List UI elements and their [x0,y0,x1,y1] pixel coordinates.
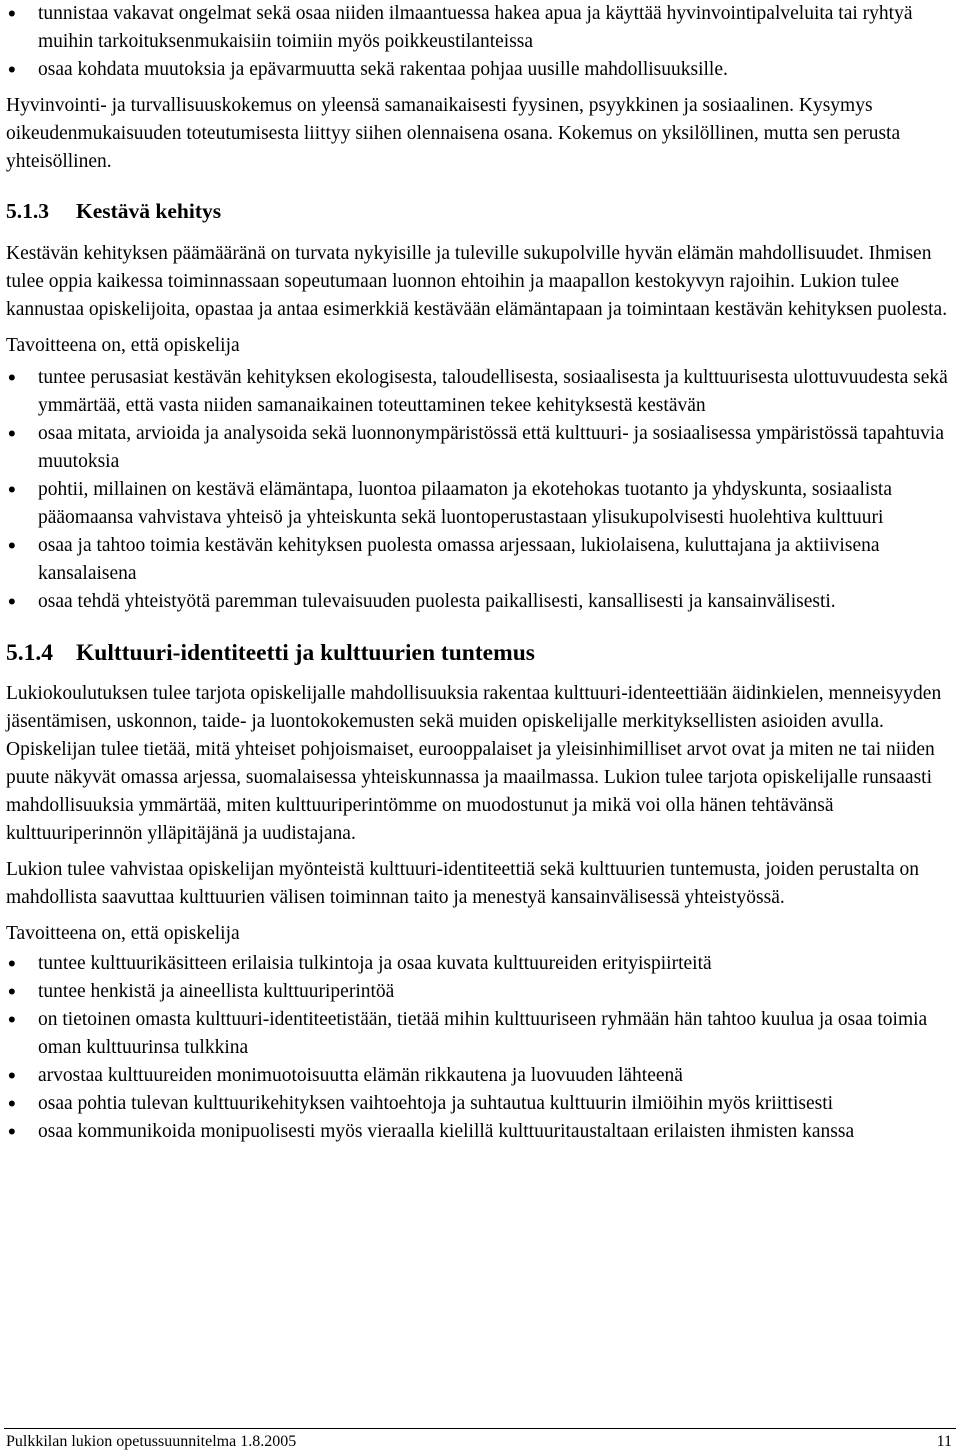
footer-divider [4,1428,956,1429]
list-item: • pohtii, millainen on kestävä elämäntapa, luontoa pilaamaton ja ekotehokas tuotanto ja yhdyskunta, sosiaalista pääomaansa vahvistava yhteisö ja yhteiskunta sekä luontoperustastaan ylisukupolvisesti huolehtiva kulttuuri [6,476,956,532]
sustainability-paragraph: Kestävän kehityksen päämääränä on turvata nykyisille ja tuleville sukupolville hyvän elämän mahdollisuudet. Ihmisen tulee oppia kaikessa toiminnassaan sopeutumaan luonnon ehtoihin ja maapallon kestokyvyn rajoihin. Lukion tulee kannustaa opiskelijoita, opastaa ja antaa esimerkkiä kestävään elämäntapaan ja toimintaan kestävän kehityksen puolesta. [6,243,948,320]
list-item: • osaa tehdä yhteistyötä paremman tulevaisuuden puolesta paikallisesti, kansallisesti ja kansainvälisesti. [6,588,956,616]
culture-paragraph-1: Lukiokoulutuksen tulee tarjota opiskelijalle mahdollisuuksia rakentaa kulttuuri-identeettiään äidinkielen, menneisyyden jäsentämisen, uskonnon, taide- ja luontokokemusten sekä muiden opiskelijalle merkityksellisten asioiden avulla. Opiskelijan tulee tietää, mitä yhteiset pohjoismaiset, eurooppalaiset ja yleisinhimilliset arvot ovat ja miten ne tai niiden puute näkyvät omassa arjessa, suomalaisessa yhteiskunnassa ja maailmassa. Lukion tulee tarjota opiskelijalle runsaasti mahdollisuuksia ymmärtää, miten kulttuuriperintömme on muodostunut ja mikä voi olla hänen tehtävänsä kulttuuriperinnön ylläpitäjänä ja uudistajana. [6,683,942,844]
list-item: • osaa mitata, arvioida ja analysoida sekä luonnonympäristössä että kulttuuri- ja sosiaalisessa ympäristössä tapahtuvia muutoksia [6,420,956,476]
top-bullet-list [6,0,956,84]
culture-paragraph-2: Lukion tulee vahvistaa opiskelijan myönteistä kulttuuri-identiteettiä sekä kulttuurien tuntemusta, joiden perustalta on mahdollista saavuttaa kulttuurien välisen toiminnan taito ja menestyä kansainvälisessä yhteistyössä. [6,859,920,908]
list-item: • osaa ja tahtoo toimia kestävän kehityksen puolesta omassa arjessaan, lukiolaisena, kuluttajana ja aktiivisena kansalaisena [6,532,956,588]
wellbeing-paragraph: Hyvinvointi- ja turvallisuuskokemus on yleensä samanaikaisesti fyysinen, psyykkinen ja sosiaalinen. Kysymys oikeudenmukaisuuden toteutumisesta liittyy siihen olennaisena osana. Kokemus on yksilöllinen, mutta sen perusta yhteisöllinen. [6,95,901,172]
sustainability-goal-list [6,364,956,616]
culture-goal-list [6,950,956,1146]
list-item: • tunnistaa vakavat ongelmat sekä osaa niiden ilmaantuessa hakea apua ja käyttää hyvinvointipalveluita tai ryhtyä muihin tarkoituksenmukaisiin toimiin myös poikkeustilanteissa [6,0,956,56]
section-number: 5.1.4 [6,640,53,666]
section-heading-5-1-3 [6,196,956,226]
list-item: • tuntee kulttuurikäsitteen erilaisia tulkintoja ja osaa kuvata kulttuureiden erityispiirteitä [6,950,956,978]
footer-title: Pulkkilan lukion opetussuunnitelma 1.8.2005 [6,1433,297,1450]
section-title: Kulttuuri-identiteetti ja kulttuurien tuntemus [76,640,535,666]
list-item: • arvostaa kulttuureiden monimuotoisuutta elämän rikkautena ja luovuuden lähteenä [6,1062,956,1090]
section-title: Kestävä kehitys [76,199,222,223]
section-number: 5.1.3 [6,199,49,223]
page-number: 11 [936,1433,952,1450]
goal-intro: Tavoitteena on, että opiskelija [6,335,240,356]
list-item: • osaa kommunikoida monipuolisesti myös vieraalla kielillä kulttuuritaustaltaan erilaisten ihmisten kanssa [6,1118,956,1146]
page-footer [6,1432,952,1452]
list-item: • on tietoinen omasta kulttuuri-identiteetistään, tietää mihin kulttuuriseen ryhmään hän tahtoo kuulua ja osaa toimia oman kulttuurinsa tulkkina [6,1006,956,1062]
list-item: • osaa pohtia tulevan kulttuurikehityksen vaihtoehtoja ja suhtautua kulttuurin ilmiöihin myös kriittisesti [6,1090,956,1118]
list-item: • tuntee henkistä ja aineellista kulttuuriperintöä [6,978,956,1006]
goal-intro: Tavoitteena on, että opiskelija [6,923,240,944]
section-heading-5-1-4 [6,638,956,668]
list-item: • tuntee perusasiat kestävän kehityksen ekologisesta, taloudellisesta, sosiaalisesta ja kulttuurisesta ulottuvuudesta sekä ymmärtää, että vasta niiden samanaikainen toteuttaminen tekee kehityksestä kestävän [6,364,956,420]
document-page [6,0,956,1146]
list-item: • osaa kohdata muutoksia ja epävarmuutta sekä rakentaa pohjaa uusille mahdollisuuksille. [6,56,956,84]
